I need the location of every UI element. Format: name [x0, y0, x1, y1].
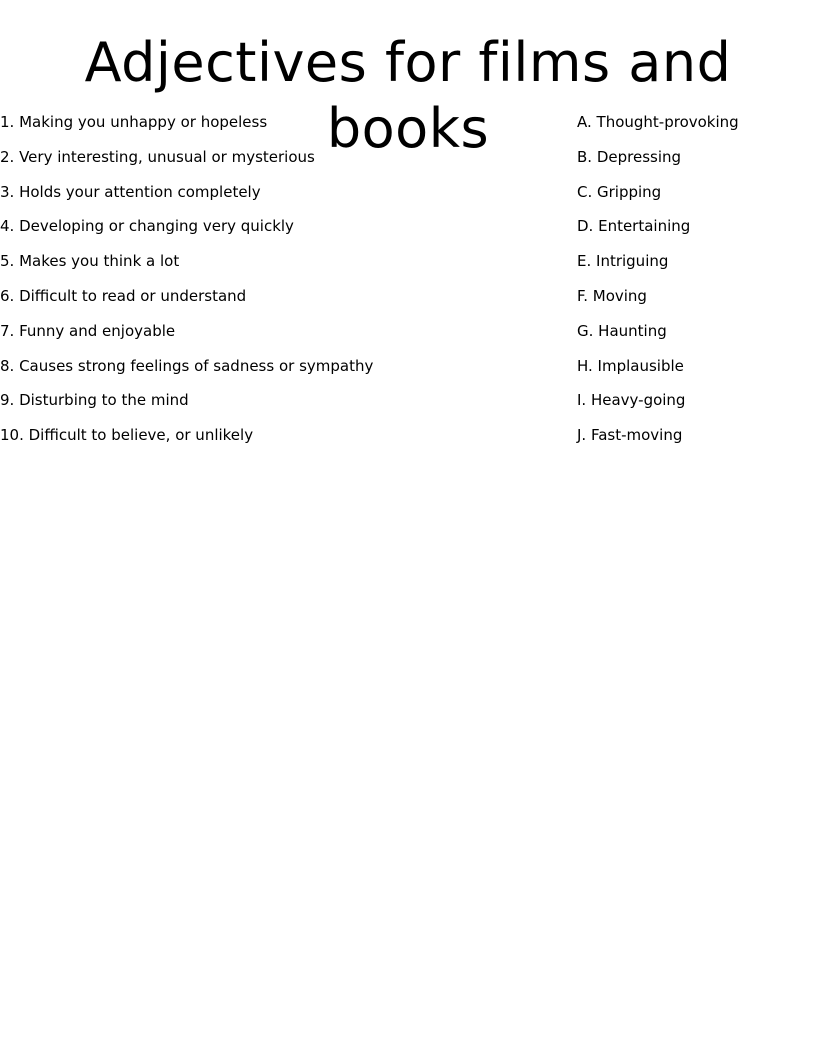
answer-item: A. Thought-provoking	[577, 113, 739, 131]
answer-item: F. Moving	[577, 286, 647, 305]
definition-item: 2. Very interesting, unusual or mysterious	[0, 147, 315, 166]
definition-item: 6. Difficult to read or understand	[0, 286, 247, 305]
definition-item: 7. Funny and enjoyable	[0, 321, 176, 340]
answers-list	[577, 112, 739, 460]
definition-item: 9. Disturbing to the mind	[0, 391, 189, 410]
definition-item: 4. Developing or changing very quickly	[0, 217, 294, 236]
answer-item: B. Depressing	[577, 147, 682, 166]
answer-item: C. Gripping	[577, 182, 662, 201]
answer-item: D. Entertaining	[577, 217, 691, 236]
answer-item: I. Heavy-going	[577, 391, 686, 410]
definitions-list	[0, 112, 373, 460]
definition-item: 1. Making you unhappy or hopeless	[0, 113, 268, 131]
answer-item: G. Haunting	[577, 321, 667, 340]
definition-item: 8. Causes strong feelings of sadness or sympathy	[0, 356, 374, 375]
answer-item: H. Implausible	[577, 356, 684, 375]
answer-item: J. Fast-moving	[577, 426, 683, 445]
answer-item: E. Intriguing	[577, 252, 669, 271]
definition-item: 3. Holds your attention completely	[0, 182, 261, 201]
definition-item: 5. Makes you think a lot	[0, 252, 180, 271]
definition-item: 10. Difficult to believe, or unlikely	[0, 426, 254, 445]
page-title: Adjectives for films and books	[84, 31, 732, 160]
